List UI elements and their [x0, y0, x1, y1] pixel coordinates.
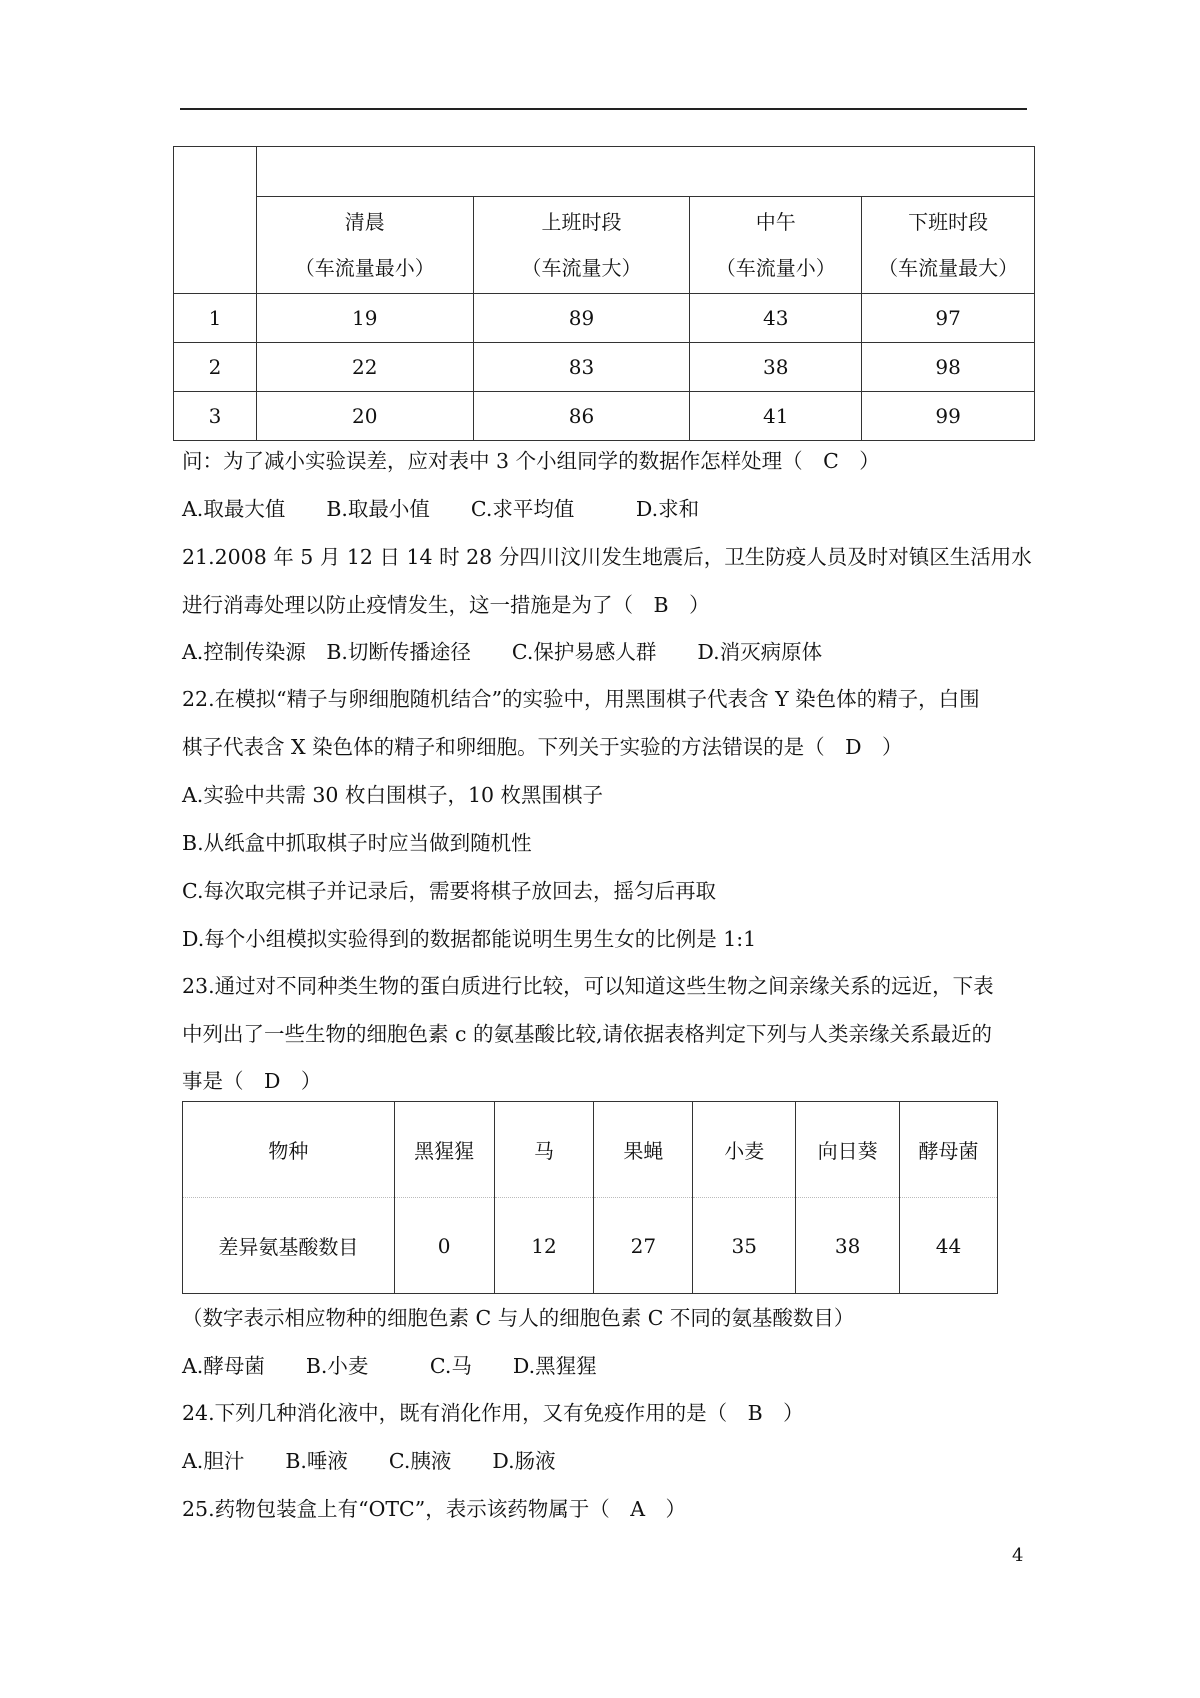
- column-header: 中午 （车流量小）: [690, 197, 862, 294]
- question-text: 22.在模拟“精子与卵细胞随机结合”的实验中，用黑围棋子代表含 Y 染色体的精子，白围: [182, 687, 980, 711]
- data-cell: 89: [473, 294, 690, 343]
- question-text: 24.下列几种消化液中，既有消化作用，又有免疫作用的是（ B ）: [182, 1401, 804, 1425]
- answer-options: A.胆汁 B.唾液 C.胰液 D.肠液: [182, 1449, 556, 1473]
- species-cell: 向日葵: [796, 1102, 900, 1198]
- table-note: （数字表示相应物种的细胞色素 C 与人的细胞色素 C 不同的氨基酸数目）: [182, 1306, 855, 1330]
- question-text: 问：为了减小实验误差，应对表中 3 个小组同学的数据作怎样处理（ C ）: [182, 449, 880, 473]
- table-row: [174, 343, 1035, 392]
- table-row: [183, 1198, 998, 1294]
- traffic-data-table: [173, 146, 1035, 441]
- table-row: [174, 294, 1035, 343]
- species-cell: 小麦: [693, 1102, 796, 1198]
- table-header-top: [256, 147, 1034, 197]
- data-cell: 38: [690, 343, 862, 392]
- row-label: 差异氨基酸数目: [183, 1198, 395, 1294]
- species-cell: 马: [494, 1102, 594, 1198]
- group-cell: 1: [174, 294, 257, 343]
- cytochrome-comparison-table: [182, 1101, 998, 1294]
- diff-cell: 35: [693, 1198, 796, 1294]
- answer-option: C.每次取完棋子并记录后，需要将棋子放回去，摇匀后再取: [182, 879, 716, 903]
- data-cell: 98: [862, 343, 1035, 392]
- table-corner-cell: [174, 147, 257, 294]
- question-text: 棋子代表含 X 染色体的精子和卵细胞。下列关于实验的方法错误的是（ D ）: [182, 735, 903, 759]
- data-cell: 86: [473, 392, 690, 441]
- diff-cell: 0: [394, 1198, 494, 1294]
- diff-cell: 12: [494, 1198, 594, 1294]
- data-cell: 43: [690, 294, 862, 343]
- table-row: [183, 1102, 998, 1198]
- column-header: 清晨 （车流量最小）: [256, 197, 473, 294]
- question-text: 进行消毒处理以防止疫情发生，这一措施是为了（ B ）: [182, 593, 710, 617]
- question-text: 21.2008 年 5 月 12 日 14 时 28 分四川汶川发生地震后，卫生防疫人员及时对镇区生活用水: [182, 545, 1032, 569]
- diff-cell: 44: [900, 1198, 998, 1294]
- data-cell: 20: [256, 392, 473, 441]
- column-header: 下班时段 （车流量最大）: [862, 197, 1035, 294]
- data-cell: 99: [862, 392, 1035, 441]
- page-number: 4: [1012, 1545, 1024, 1566]
- data-cell: 41: [690, 392, 862, 441]
- species-cell: 黑猩猩: [394, 1102, 494, 1198]
- group-cell: 2: [174, 343, 257, 392]
- row-label: 物种: [183, 1102, 395, 1198]
- question-text: 25.药物包装盒上有“OTC”，表示该药物属于（ A ）: [182, 1497, 687, 1521]
- answer-option: A.实验中共需 30 枚白围棋子，10 枚黑围棋子: [182, 783, 604, 807]
- data-cell: 97: [862, 294, 1035, 343]
- species-cell: 果蝇: [594, 1102, 693, 1198]
- diff-cell: 38: [796, 1198, 900, 1294]
- data-cell: 22: [256, 343, 473, 392]
- group-cell: 3: [174, 392, 257, 441]
- header-rule: [180, 108, 1027, 110]
- data-cell: 83: [473, 343, 690, 392]
- column-header: 上班时段 （车流量大）: [473, 197, 690, 294]
- answer-option: D.每个小组模拟实验得到的数据都能说明生男生女的比例是 1:1: [182, 927, 757, 951]
- answer-option: B.从纸盒中抓取棋子时应当做到随机性: [182, 831, 532, 855]
- data-cell: 19: [256, 294, 473, 343]
- question-text: 事是（ D ）: [182, 1069, 322, 1093]
- question-text: 中列出了一些生物的细胞色素 c 的氨基酸比较,请依据表格判定下列与人类亲缘关系最近的: [182, 1022, 993, 1046]
- table-row: [174, 392, 1035, 441]
- answer-options: A.取最大值 B.取最小值 C.求平均值 D.求和: [182, 497, 700, 521]
- answer-options: A.控制传染源 B.切断传播途径 C.保护易感人群 D.消灭病原体: [182, 640, 823, 664]
- answer-options: A.酵母菌 B.小麦 C.马 D.黑猩猩: [182, 1354, 597, 1378]
- species-cell: 酵母菌: [900, 1102, 998, 1198]
- diff-cell: 27: [594, 1198, 693, 1294]
- question-text: 23.通过对不同种类生物的蛋白质进行比较，可以知道这些生物之间亲缘关系的远近，下表: [182, 974, 994, 998]
